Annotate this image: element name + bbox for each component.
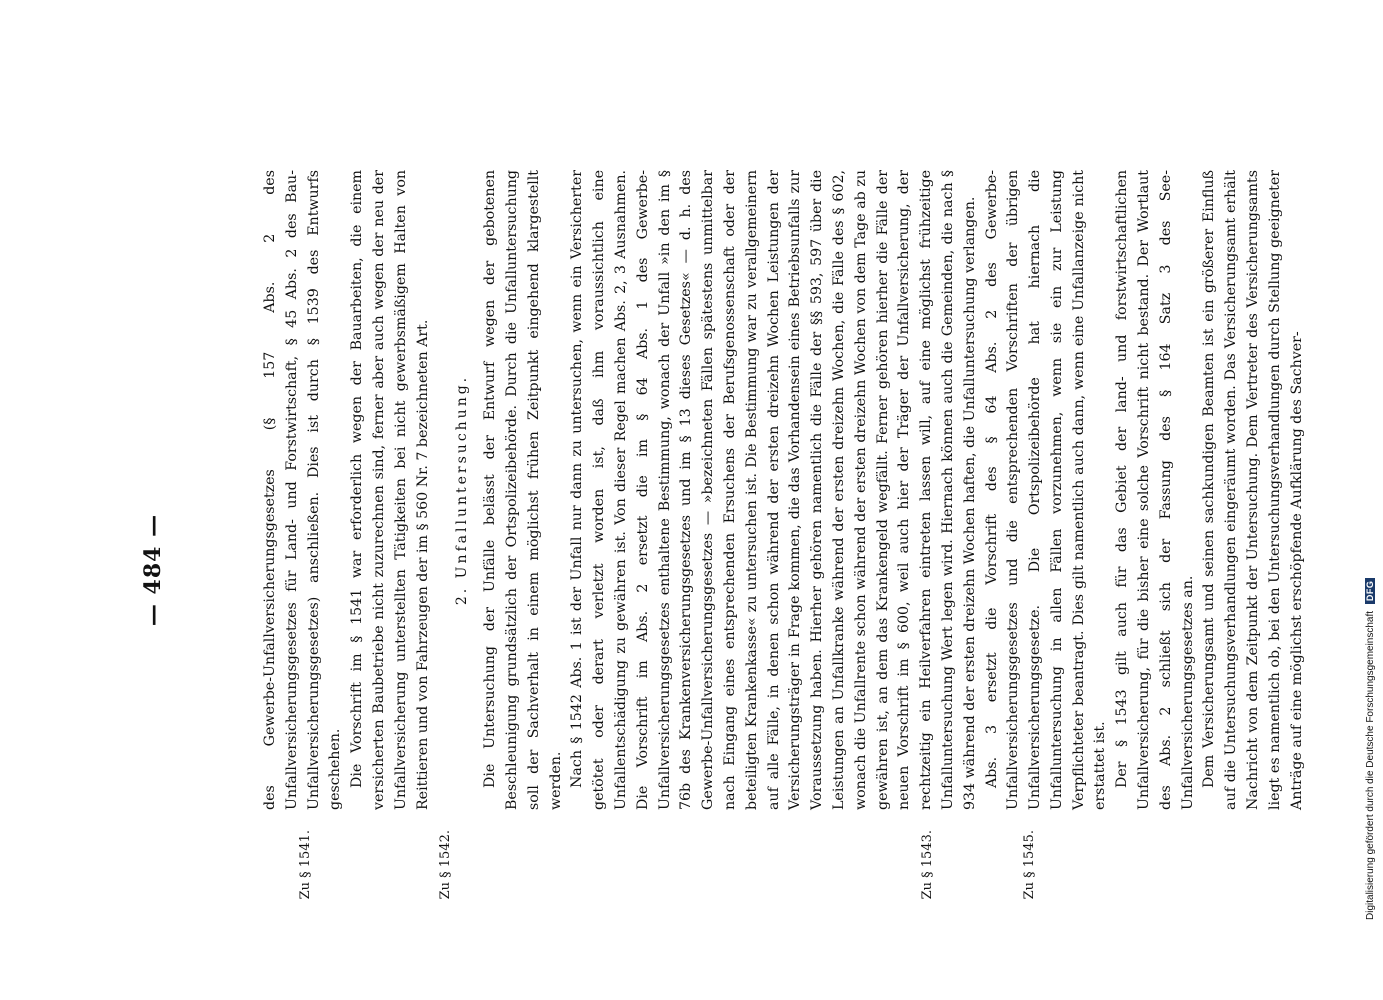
section-title: 2. Unfalluntersuchung. bbox=[454, 374, 471, 606]
margin-note-1545: Zu § 1545. bbox=[1022, 830, 1037, 900]
paragraph-1541: Die Vorschrift im § 1541 war erforderlich wegen der Bauarbeiten, die einem versicherten Baubetriebe nicht zuzurechnen sind, ferner aber auch wegen der neu der Unfallversicherung unterstellten Tätigkeiten bei nicht gewerbsmäßigem Halten von Reittieren und von Fahrzeugen der im § 560 Nr. 7 bezeichneten Art. bbox=[349, 170, 431, 810]
body-text bbox=[260, 170, 1308, 810]
paragraph-1542-abs3: Abs. 3 ersetzt die Vorschrift des § 64 Abs. 2 des Gewerbe-Unfallversicherungsgesetzes und die entsprechenden Vorschriften der übrigen Unfallversicherungsgesetze. Die Ortspolizeibehörde hat hiernach die Unfalluntersuchung in allen Fällen vorzunehmen, wenn sie ein zur Leistung Verpflichteter beantragt. Dies gilt namentlich auch dann, wenn eine Unfallanzeige nicht erstattet ist. bbox=[983, 170, 1109, 810]
document-page bbox=[140, 150, 1305, 950]
paragraph-1543: Der § 1543 gilt auch für das Gebiet der land- und forstwirtschaftlichen Unfallversicherung, für die bisher eine solche Vorschrift nicht bestand. Der Wortlaut des Abs. 2 schließt sich der Fassung des § 164 Satz 3 des See-Unfallversicherungsgesetzes an. bbox=[1114, 170, 1196, 810]
margin-note-1542: Zu § 1542. bbox=[438, 830, 453, 900]
digitization-credit bbox=[1365, 578, 1376, 920]
dfg-logo: DFG bbox=[1365, 578, 1375, 605]
margin-note-1543: Zu § 1543. bbox=[920, 830, 935, 900]
paragraph-1542-intro: Die Untersuchung der Unfälle belässt der Entwurf wegen der gebotenen Beschleunigung grundsätzlich der Ortspolizeibehörde. Durch die Unfalluntersuchung soll der Sachverhalt in einem möglichst frühen Zeitpunkt eingehend klargestellt werden. bbox=[482, 170, 564, 810]
paragraph-1542-main: Nach § 1542 Abs. 1 ist der Unfall nur dann zu untersuchen, wenn ein Versicherter getötet oder derart verletzt worden ist, daß ihm voraussichtlich eine Unfallentschädigung zu gewähren ist. Von dieser Regel machen Abs. 2, 3 Ausnahmen. Die Vorschrift im Abs. 2 ersetzt die im § 64 Abs. 1 des Gewerbe-Unfallversicherungsgesetzes enthaltene Bestimmung, wonach der Unfall »in den im § 76b des Krankenversicherungsgesetzes und im § 13 dieses Gesetzes« — d. h. des Gewerbe-Unfallversicherungsgesetzes — »bezeichneten Fällen spätestens unmittelbar nach Eingang eines entsprechenden Ersuchens der Berufsgenossenschaft oder der beteiligten Krankenkasse« zu untersuchen ist. Die Bestimmung war zu verallgemeinern auf alle Fälle, in denen schon während der ersten dreizehn Wochen Leistungen der Versicherungsträger in Frage kommen, die das Vorhandensein eines Betriebsunfalls zur Voraussetzung haben. Hierher gehören namentlich die Fälle der §§ 593, 597 über die Leistungen an Unfallkranke während der ersten dreizehn Wochen, die Fälle des § 602, wonach die Unfallrente schon während der ersten dreizehn Wochen von dem Tage ab zu gewähren ist, an dem das Krankengeld wegfällt. Ferner gehören hierher die Fälle der neuen Vorschrift im § 600, weil auch hier der Träger der Unfallversicherung, der rechtzeitig ein Heilverfahren eintreten lassen will, auf eine möglichst frühzeitige Unfalluntersuchung Wert legen wird. Hiernach können auch die Gemeinden, die nach § 934 während der ersten dreizehn Wochen haften, die Unfalluntersuchung verlangen. bbox=[569, 170, 978, 810]
margin-note-1541: Zu § 1541. bbox=[298, 830, 313, 900]
paragraph-1545: Dem Versicherungsamt und seinen sachkundigen Beamten ist ein größerer Einfluß auf die Untersuchungsverhandlungen eingeräumt worden. Das Versicherungsamt erhält Nachricht von dem Zeitpunkt der Untersuchung. Dem Vertreter des Versicherungsamts liegt es namentlich ob, bei den Untersuchungsverhandlungen durch Stellung geeigneter Anträge auf eine möglichst erschöpfende Aufklärung des Sachver- bbox=[1201, 170, 1305, 810]
page-number: — 484 — bbox=[140, 513, 166, 627]
paragraph: des Gewerbe-Unfallversicherungsgesetzes (§ 157 Abs. 2 des Unfallversicherungsgesetzes für Land- und Forstwirtschaft, § 45 Abs. 2 des Bau-Unfallversicherungsgesetzes) anschließen. Dies ist durch § 1539 des Entwurfs geschehen. bbox=[262, 170, 344, 810]
credit-text: Digitalisierung gefördert durch die Deutsche Forschungsgemeinschaft bbox=[1365, 610, 1376, 920]
